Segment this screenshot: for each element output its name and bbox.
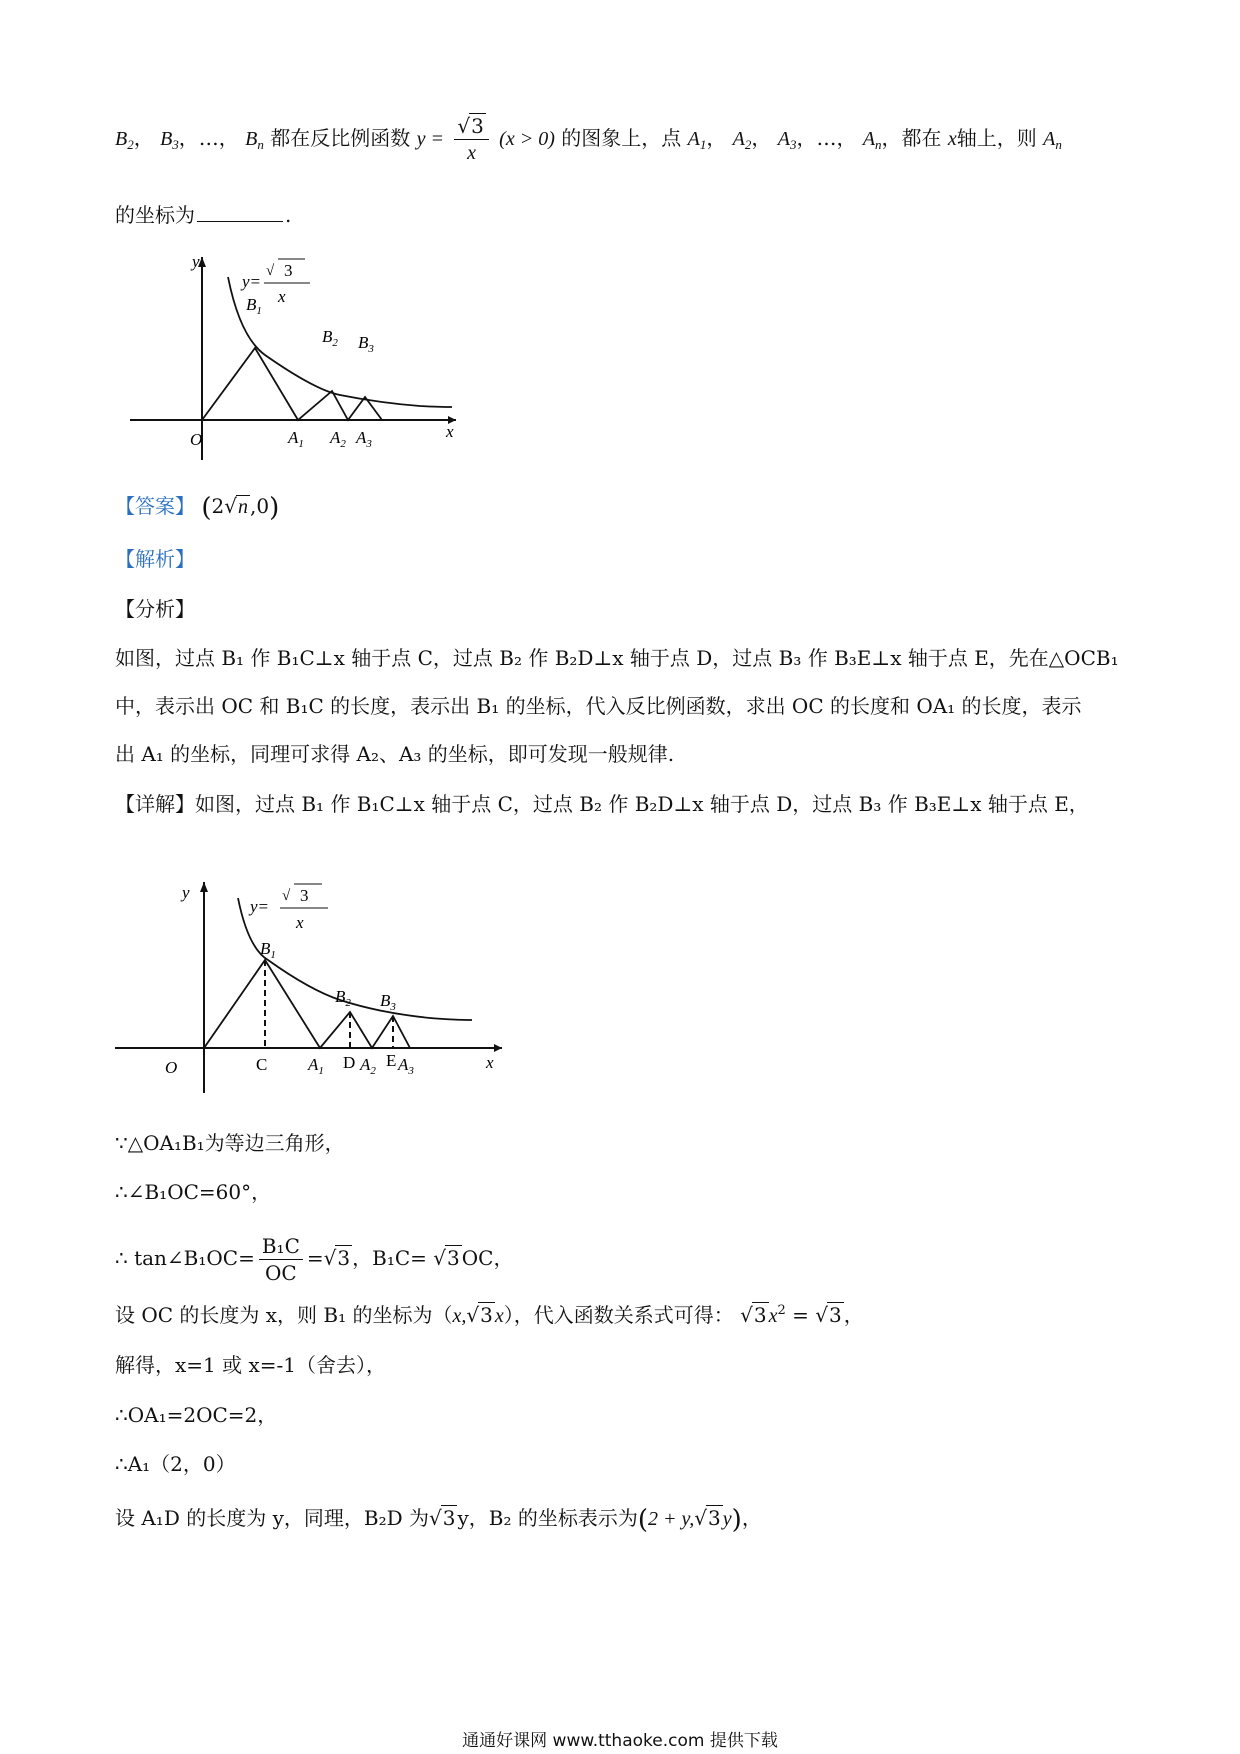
step-1: ∵△OA₁B₁为等边三角形， (115, 1131, 345, 1155)
label-c: C (256, 1055, 268, 1074)
y-axis-label: y (192, 252, 200, 271)
label-a2: $A_2$ (360, 1055, 376, 1077)
paren-close: ) (269, 493, 280, 523)
step-8: 设 A₁D 的长度为 y，同理，B₂D 为√3 y，B₂ 的坐标表示为(2 + y,√3 y)， (115, 1505, 762, 1535)
function-domain: (x > 0) (499, 128, 555, 150)
label-a3: $A_3$ (398, 1055, 414, 1077)
fenxi-tag-line (115, 594, 195, 624)
label-b1: $B_1$ (246, 295, 262, 317)
curve-label: y= (242, 272, 262, 291)
problem-line-1: $B_2$， $B_3$，…， $B_n$ 都在反比例函数 y = $\frac{√3}{x}$ (x > 0) 的图象上，点 $A_1$， $A_2$， $A_3$，…， $A_n$，都在 x轴上，则 $A_n$ (115, 114, 1062, 164)
step-2: ∴∠B₁OC=60°， (115, 1180, 272, 1204)
x-axis-label: x (446, 422, 454, 441)
problem-line-2: 的坐标为 . (115, 203, 292, 227)
ellipsis: … (198, 126, 219, 150)
step-4: 设 OC 的长度为 x，则 B₁ 的坐标为（x,√3 x），代入函数关系式可得： √3 $x^2 = √3$ ， (115, 1303, 864, 1327)
function-y: y = (416, 128, 444, 150)
label-b3: $B_3$ (358, 333, 374, 355)
label-a1: $A_1$ (308, 1055, 324, 1077)
answer-blank (197, 203, 283, 222)
x-axis-label: x (486, 1053, 494, 1072)
curve-den: x (278, 287, 286, 306)
step-7: ∴A₁（2，0） (115, 1452, 236, 1476)
triangles (202, 348, 382, 420)
curve-num: 3 (300, 886, 309, 905)
figure-2 (110, 868, 510, 1103)
answer-tag: 【答案】 (115, 494, 195, 518)
fenxi-line-3: 出 A₁ 的坐标，同理可求得 A₂、A₃ 的坐标，即可发现一般规律. (115, 742, 675, 766)
origin-label: O (165, 1058, 178, 1077)
curve-den: x (296, 913, 304, 932)
paren-open: ( (201, 493, 212, 523)
hyperbola-curve (228, 277, 452, 407)
footer-credit: 通通好课网 www.tthaoke.com 提供下载 (462, 1731, 778, 1751)
fenxi-tag: 【分析】 (115, 597, 195, 621)
point-b3: $B_3$ (160, 128, 179, 152)
step-3: ∴ tan∠B₁OC= $\frac{\text{B₁C}}{OC}$ =√3 ，B₁C= √3 OC， (115, 1234, 514, 1285)
text-segment: 都在反比例函数 (270, 126, 411, 150)
figure-1 (120, 245, 470, 470)
label-d: D (343, 1053, 356, 1072)
fenxi-line-2: 中，表示出 OC 和 B₁C 的长度，表示出 B₁ 的坐标，代入反比例函数，求出 OC 的长度和 OA₁ 的长度，表示 (115, 694, 1082, 718)
label-b2: $B_2$ (322, 327, 338, 349)
curve-label: y= (250, 897, 270, 916)
analysis-tag-line (115, 544, 195, 574)
sqrt-sign: √ (282, 888, 291, 904)
label-b1: $B_1$ (260, 939, 276, 961)
sqrt-sign: √ (266, 263, 275, 279)
function-fraction: $\frac{√3}{x}$ (454, 113, 488, 166)
label-a1: $A_1$ (288, 428, 304, 450)
step-6: ∴OA₁=2OC=2， (115, 1403, 278, 1427)
label-a3: $A_3$ (356, 428, 372, 450)
origin-label: O (190, 430, 203, 449)
point-bn: $B_n$ (245, 128, 264, 152)
label-a2: $A_2$ (330, 428, 346, 450)
fenxi-line-1: 如图，过点 B₁ 作 B₁C⊥x 轴于点 C，过点 B₂ 作 B₂D⊥x 轴于点 D，过点 B₃ 作 B₃E⊥x 轴于点 E，先在△OCB₁ (115, 646, 1119, 670)
label-b3: $B_3$ (380, 991, 396, 1013)
xiangjie-tag: 【详解】 (115, 792, 195, 816)
sqrt-sign: √ (457, 114, 471, 138)
label-b2: $B_2$ (335, 987, 351, 1009)
point-b2: $B_2$ (115, 128, 134, 152)
tan-fraction: $\frac{\text{B₁C}}{OC}$ (259, 1233, 303, 1286)
analysis-tag: 【解析】 (115, 547, 195, 571)
label-e: E (386, 1051, 397, 1070)
text-segment: 的图象上，点 (561, 126, 682, 150)
xiangjie-line: 【详解】如图，过点 B₁ 作 B₁C⊥x 轴于点 C，过点 B₂ 作 B₂D⊥x 轴于点 D，过点 B₃ 作 B₃E⊥x 轴于点 E， (115, 792, 1089, 816)
step-5: 解得，x=1 或 x=-1（舍去）， (115, 1353, 386, 1377)
curve-num: 3 (284, 261, 293, 280)
answer-line: 【答案】 (2√n ,0) (115, 493, 280, 523)
y-axis-label: y (182, 883, 190, 902)
